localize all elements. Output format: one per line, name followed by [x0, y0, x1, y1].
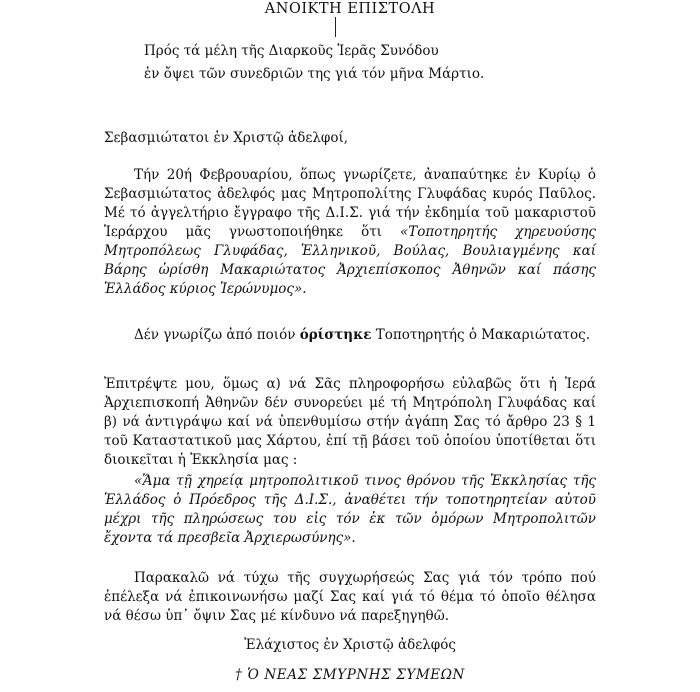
- paragraph-2-bold: όρίστηκε: [299, 327, 372, 343]
- text-cursor: [335, 17, 336, 37]
- paragraph-3: Ἐπιτρέψτε μου, ὅμως α) νά Σᾶς πληροφορήσω εὐλαβῶς ὅτι ἡ Ἱερά Ἀρχιεπισκοπή Ἀθηνῶν δέν συνορεύει μέ τή Μητρόπολη Γλυφάδας καί β) νά ἀντιγράψω καί νά ὑπενθυμίσω στήν ἀγάπη Σας τό ἄρθρο 23 § 1 τοῦ Καταστατικοῦ μας Χάρτου, ἐπί τῇ βάσει τοῦ ὁποίου ὑποτίθεται ὅτι διοικεῖται ἡ Ἐκκλησία μας :: [104, 376, 596, 468]
- address-line-2: ἐν ὄψει τῶν συνεδριῶν της γιά τόν μῆνα Μάρτιο.: [144, 66, 485, 82]
- paragraph-2-before: Δέν γνωρίζω ἀπό ποιόν: [134, 327, 300, 343]
- paragraph-1: [104, 166, 596, 299]
- address-line-1: Πρός τά μέλη τῆς Διαρκοῦς Ἱερᾶς Συνόδου: [144, 43, 439, 59]
- recipient-address: [144, 40, 484, 86]
- salutation: Σεβασμιώτατοι ἐν Χριστῷ ἀδελφοί,: [104, 130, 349, 146]
- paragraph-1-quote: «Τοποτηρητής χηρευούσης Μητροπόλεως Γλυφάδας, Ἑλληνικοῦ, Βούλας, Βουλιαγμένης καί Βάρης ὡρίσθη Μακαριώτατος Ἀρχιεπίσκοπος Ἀθηνῶν καί πάσης Ἑλλάδος κύριος Ἱερώνυμος».: [104, 224, 596, 297]
- paragraph-2-after: Τοποτηρητής ὁ Μακαριώτατος.: [371, 327, 591, 343]
- document-title: ΑΝΟΙΚΤΗ ΕΠΙΣΤΟΛΗ: [264, 1, 436, 17]
- paragraph-4: Παρακαλῶ νά τύχω τῆς συγχωρήσεώς Σας γιά τόν τρόπο πού ἐπέλεξα νά ἐπικοινωνήσω μαζί Σας καί γιά τό θέμα τό ὁποῖο θέλησα νά θέσω ὑπ᾽ ὄψιν Σας μέ κίνδυνο νά παρεξηγηθῶ.: [104, 570, 596, 624]
- quote-block: [104, 472, 596, 548]
- paragraph-1-text: Τήν 20ή Φεβρουαρίου, ὅπως γνωρίζετε, ἀναπαύτηκε ἐν Κυρίῳ ὁ Σεβασμιώτατος ἀδελφός μας Μητροπολίτης Γλυφάδας κυρός Παῦλος. Μέ τό ἀγγελτήριο ἔγγραφο τῆς Δ.Ι.Σ. γιά τήν ἐκδημία τοῦ μακαριστοῦ Ἱεράρχου μᾶς γνωστοποιήθηκε ὅτι: [104, 167, 596, 240]
- closing-line: Ἐλάχιστος ἐν Χριστῷ ἀδελφός: [244, 637, 456, 653]
- quote-block-text: «Ἅμα τῇ χηρείᾳ μητροπολιτικοῦ τινος θρόνου τῆς Ἐκκλησίας τῆς Ἑλλάδος ὁ Πρόεδρος τῆς Δ.Ι.Σ., ἀναθέτει τήν τοποτηρητείαν αὐτοῦ μέχρι τῆς πληρώσεως του εἰς τόν ἐκ τῶν ὁμόρων Μητροπολιτῶν ἔχοντα τά πρεσβεῖα Ἀρχιερωσύνης».: [104, 473, 596, 546]
- paragraph-2: [104, 326, 596, 345]
- signature: † Ὁ ΝΕΑΣ ΣΜΥΡΝΗΣ ΣΥΜΕΩΝ: [235, 667, 465, 683]
